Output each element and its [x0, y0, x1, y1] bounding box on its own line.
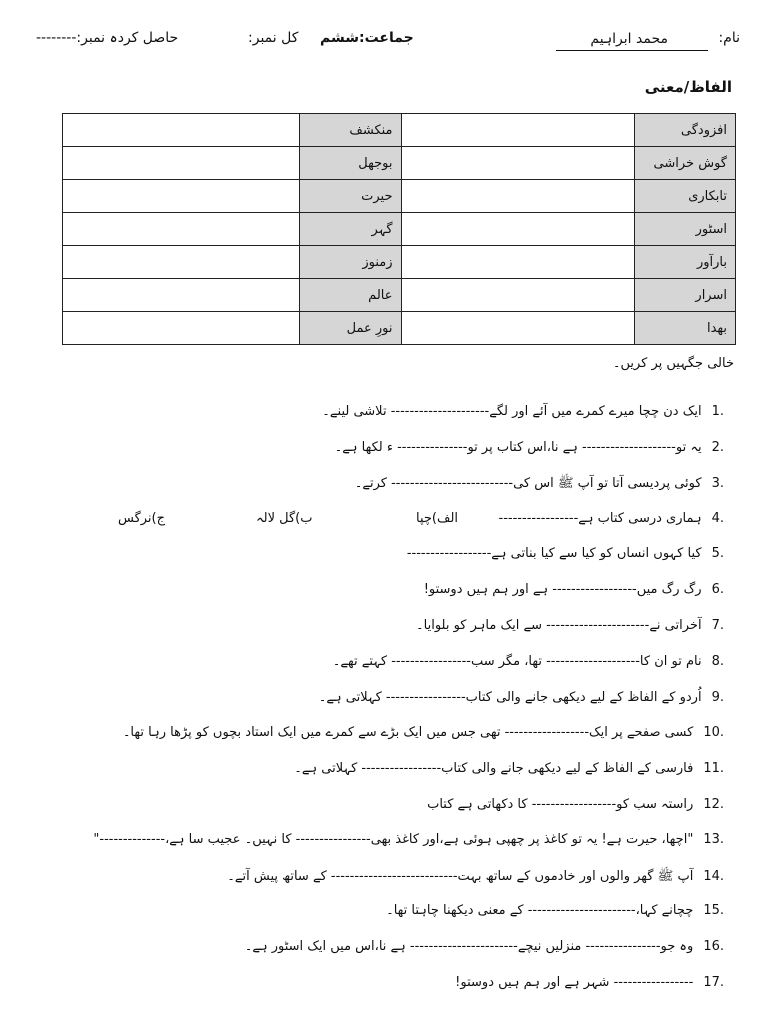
meaning-blank-1[interactable]: [401, 147, 634, 180]
vocab-word-2: نورِ عمل: [300, 312, 401, 345]
blank-item: [123, 725, 724, 740]
item-text: آپ ﷺ گھر والوں اور خادموں کے ساتھ بہت--------------------------- کے ساتھ پیش آتے۔: [227, 869, 694, 884]
item-text: اُردو کے الفاظ کے لیے دیکھی جانے والی کتاب----------------- کہلاتی ہے۔: [318, 690, 702, 705]
item-text: کسی صفحے پر ایک------------------ تھی جس میں ایک بڑے سے کمرے میں ایک استاد بچوں کو پڑھا رہا تھا۔: [122, 725, 694, 740]
total-marks-label: کل نمبر:: [248, 30, 299, 46]
meaning-blank-2[interactable]: [63, 279, 300, 312]
meaning-blank-1[interactable]: [401, 114, 634, 147]
meaning-blank-2[interactable]: [63, 180, 300, 213]
item-number: .14: [703, 869, 724, 884]
blank-item: [333, 654, 724, 669]
item-text: ایک دن چچا میرے کمرے میں آئے اور لگے--------------------- تلاشی لینے۔: [322, 404, 702, 419]
item4-option-a: الف)چپا: [416, 511, 459, 526]
item-text: یہ تو-------------------- ہے نا،اس کتاب پر تو--------------- ء لکھا ہے۔: [334, 440, 702, 455]
meaning-blank-1[interactable]: [401, 279, 634, 312]
blank-item: [335, 440, 724, 455]
class-label: جماعت:ششم: [320, 30, 414, 46]
blank-item: [355, 475, 724, 494]
item-number: .8: [711, 654, 724, 669]
meaning-blank-1[interactable]: [401, 246, 634, 279]
meaning-blank-1[interactable]: [401, 312, 634, 345]
item-text: ----------------- شہر ہے اور ہم ہیں دوستو!: [455, 975, 694, 990]
item-number: .3: [711, 476, 724, 491]
vocab-word-2: بوجھل: [300, 147, 401, 180]
item-number: .7: [711, 618, 724, 633]
vocab-word-2: منکشف: [300, 114, 401, 147]
vocab-row: [63, 312, 736, 345]
vocab-word-1: بھدا: [634, 312, 735, 345]
blank-item: [294, 761, 724, 776]
blank-item: [455, 975, 724, 990]
blank-item: [319, 690, 724, 705]
item-text: ہماری درسی کتاب ہے-----------------: [498, 511, 702, 526]
item-number: .1: [711, 404, 724, 419]
blank-item: [322, 404, 724, 419]
instruction-text: خالی جگہیں پر کریں۔: [612, 356, 734, 371]
meaning-blank-1[interactable]: [401, 213, 634, 246]
item-number: .2: [711, 440, 724, 455]
meaning-blank-2[interactable]: [63, 213, 300, 246]
blank-item: [499, 511, 724, 526]
vocab-row: [63, 279, 736, 312]
vocab-word-1: اسرار: [634, 279, 735, 312]
blank-item: [227, 868, 724, 887]
item4-option-c: ج)نرگس: [118, 511, 166, 526]
vocab-row: [63, 147, 736, 180]
item-text: فارسی کے الفاظ کے لیے دیکھی جانے والی کتاب----------------- کہلاتی ہے۔: [294, 761, 694, 776]
item4-option-b: ب)گل لالہ: [256, 511, 313, 526]
meaning-blank-2[interactable]: [63, 147, 300, 180]
vocab-word-1: گوش خراشی: [634, 147, 735, 180]
item-text: آخراتی نے---------------------- سے ایک ماہر کو بلوایا۔: [416, 618, 702, 633]
vocab-row: [63, 114, 736, 147]
name-field: [556, 28, 708, 51]
vocab-row: [63, 180, 736, 213]
blank-item: [93, 832, 724, 847]
meaning-blank-1[interactable]: [401, 180, 634, 213]
item-text: وہ جو---------------- منزلیں نیچے----------------------- ہے نا،اس میں ایک اسٹور ہے۔: [244, 939, 694, 954]
item-number: .6: [711, 582, 724, 597]
blank-item: [407, 546, 724, 561]
meaning-blank-2[interactable]: [63, 114, 300, 147]
vocab-word-2: زمنوز: [300, 246, 401, 279]
item-text: رگ رگ میں------------------ ہے اور ہم ہیں دوستو!: [423, 582, 702, 597]
item-text: "اچھا، حیرت ہے! یہ تو کاغذ پر چھپی ہوئی ہے،اور کاغذ بھی---------------- کا نہیں۔ عجیب سا ہے،--------------": [93, 832, 694, 847]
item-number: .11: [703, 761, 724, 776]
item-number: .9: [711, 690, 724, 705]
blank-item: [245, 939, 724, 954]
name-value: محمد ابراہیم: [590, 31, 668, 47]
vocab-word-1: اسٹور: [634, 213, 735, 246]
blank-item: [386, 903, 724, 918]
item-number: .5: [711, 546, 724, 561]
item-number: .16: [703, 939, 724, 954]
item-text: کوئی پردیسی آتا تو آپ ﷺ اس کی-------------------------- کرتے۔: [354, 476, 702, 491]
item-number: .15: [703, 903, 724, 918]
blank-item: [427, 797, 724, 812]
vocab-row: [63, 246, 736, 279]
name-label: نام:: [718, 30, 740, 46]
item-number: .10: [703, 725, 724, 740]
item-text: چچانے کہا،----------------------- کے معنی دیکھنا چاہتا تھا۔: [386, 903, 694, 918]
meaning-blank-2[interactable]: [63, 312, 300, 345]
vocab-word-2: گہر: [300, 213, 401, 246]
vocab-word-1: بارآور: [634, 246, 735, 279]
blank-item: [424, 582, 724, 597]
vocab-word-1: تابکاری: [634, 180, 735, 213]
vocabulary-table: [62, 113, 736, 345]
item-text: نام تو ان کا-------------------- تھا، مگر سب----------------- کہتے تھے۔: [332, 654, 702, 669]
item-number: .17: [703, 975, 724, 990]
vocab-row: [63, 213, 736, 246]
item-number: .12: [703, 797, 724, 812]
item-text: کیا کہوں انساں کو کیا سے کیا بناتی ہے------------------: [406, 546, 702, 561]
vocab-word-2: حیرت: [300, 180, 401, 213]
section-title: الفاظ/معنی: [644, 78, 732, 96]
vocab-word-2: عالم: [300, 279, 401, 312]
item-text: راستہ سب کو------------------ کا دکھاتی ہے کتاب: [427, 797, 694, 812]
item-number: .4: [711, 511, 724, 526]
meaning-blank-2[interactable]: [63, 246, 300, 279]
blank-item: [416, 618, 724, 633]
obtained-marks-label: حاصل کردہ نمبر:--------: [36, 30, 179, 46]
item-number: .13: [703, 832, 724, 847]
vocab-word-1: افزودگی: [634, 114, 735, 147]
